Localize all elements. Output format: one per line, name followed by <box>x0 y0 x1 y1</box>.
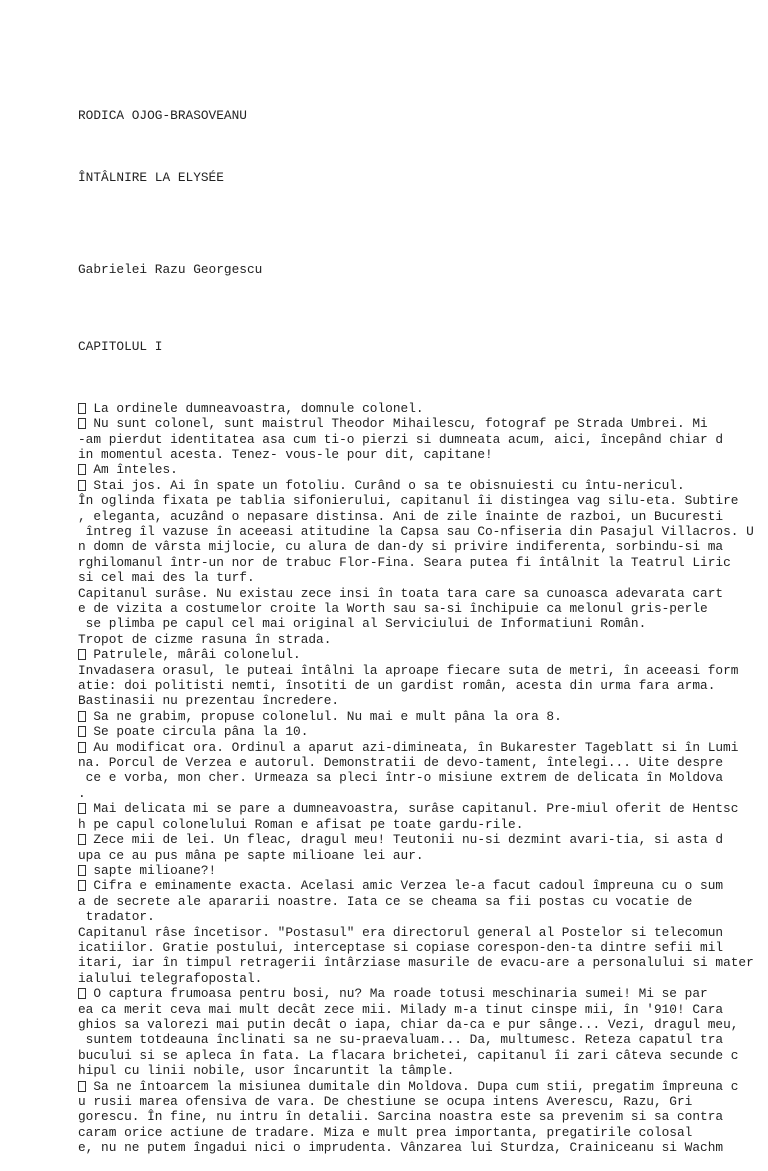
text-line <box>78 478 762 493</box>
missing-glyph-icon <box>78 418 86 429</box>
chapter-heading: CAPITOLUL I <box>78 339 163 355</box>
text-line <box>78 955 762 970</box>
text-line <box>78 1063 762 1078</box>
text-line <box>78 1017 762 1032</box>
text-line <box>78 986 762 1001</box>
line-text: Zece mii de lei. Un fleac, dragul meu! Teutonii nu-si dezmint avari-tia, si asta d <box>85 832 724 848</box>
line-text: hipul cu linii nobile, usor încaruntit la tâmple. <box>78 1063 455 1079</box>
text-line <box>78 693 762 708</box>
line-text: itari, iar în timpul retragerii întârziase masurile de evacu-are a personalului si mater <box>78 955 754 971</box>
line-text: rghilomanul într-un nor de trabuc Flor-Fina. Seara putea fi întâlnit la Teatrul Liric <box>78 554 731 570</box>
line-text: icatiilor. Gratie postului, interceptase si copiase corespon-den-ta dintre sefii mil <box>78 939 724 955</box>
author-name: RODICA OJOG-BRASOVEANU <box>78 107 247 123</box>
line-text: tradator. <box>78 909 155 925</box>
line-text: na. Porcul de Verzea e autorul. Demonstratii de devo-tament, întelegi... Uite despre <box>78 755 724 771</box>
text-line <box>78 755 762 770</box>
missing-glyph-icon <box>78 834 86 845</box>
text-line <box>78 632 762 647</box>
line-text: Am înteles. <box>85 462 178 478</box>
line-text: a de secrete ale apararii noastre. Iata ce se cheama sa fii postas cu vocatie de <box>78 893 693 909</box>
line-text: sapte milioane?! <box>85 862 217 878</box>
line-text: Mai delicata mi se pare a dumneavoastra, surâse capitanul. Pre-miul oferit de Hentsc <box>85 801 739 817</box>
line-text: bucului si se apleca în fata. La flacara brichetei, capitanul îi zari câteva secunde c <box>78 1047 739 1063</box>
text-line <box>78 586 762 601</box>
line-text: . <box>78 785 86 801</box>
missing-glyph-icon <box>78 1081 86 1092</box>
line-text: La ordinele dumneavoastra, domnule colonel. <box>85 400 424 416</box>
line-text: ce e vorba, mon cher. Urmeaza sa pleci într-o misiune extrem de delicata în Moldova <box>78 770 724 786</box>
text-line <box>78 1002 762 1017</box>
line-text: ialului telegrafopostal. <box>78 970 263 986</box>
text-line <box>78 432 762 447</box>
line-text: , eleganta, acuzând o nepasare distinsa. Ani de zile înainte de razboi, un Bucuresti <box>78 508 724 524</box>
text-line <box>78 647 762 662</box>
text-line <box>78 925 762 940</box>
text-line <box>78 509 762 524</box>
missing-glyph-icon <box>78 711 86 722</box>
line-text: Se poate circula pâna la 10. <box>85 724 309 740</box>
line-text: ghios sa valorezi mai putin decât o iapa, chiar da-ca e pur sânge... Vezi, dragul meu, <box>78 1016 739 1032</box>
text-line <box>78 616 762 631</box>
line-text: in momentul acesta. Tenez- vous-le pour dit, capitane! <box>78 446 493 462</box>
missing-glyph-icon <box>78 865 86 876</box>
line-text: Capitanul râse încetisor. "Postasul" era directorul general al Postelor si telecomun <box>78 924 724 940</box>
text-line <box>78 570 762 585</box>
line-text: caram orice actiune de tradare. Miza e mult prea importanta, pregatirile colosal <box>78 1124 693 1140</box>
text-line <box>78 817 762 832</box>
text-line <box>78 848 762 863</box>
text-line <box>78 1032 762 1047</box>
line-text: În oglinda fixata pe tablia sifonierului, capitanul îi distingea vag silu-eta. Subtire <box>78 493 739 509</box>
line-text: si cel mai des la turf. <box>78 570 255 586</box>
missing-glyph-icon <box>78 464 86 475</box>
text-line <box>78 909 762 924</box>
text-line <box>78 770 762 785</box>
missing-glyph-icon <box>78 742 86 753</box>
text-line <box>78 1109 762 1124</box>
text-line <box>78 832 762 847</box>
book-title: ÎNTÂLNIRE LA ELYSÉE <box>78 169 224 185</box>
line-text: se plimba pe capul cel mai original al Serviciului de Informatiuni Român. <box>78 616 647 632</box>
line-text: Tropot de cizme rasuna în strada. <box>78 631 332 647</box>
text-line <box>78 663 762 678</box>
missing-glyph-icon <box>78 403 86 414</box>
text-line <box>78 863 762 878</box>
line-text: atie: doi politisti nemti, însotiti de un gardist român, acesta din urma fara arma. <box>78 678 716 694</box>
line-text: Cifra e eminamente exacta. Acelasi amic Verzea le-a facut cadoul împreuna cu o sum <box>85 878 724 894</box>
line-text: -am pierdut identitatea asa cum ti-o pierzi si dumneata acum, aici, începând chiar d <box>78 431 724 447</box>
line-text: ea ca merit ceva mai mult decât zece mii. Milady m-a tinut cinspe mii, în '910! Cara <box>78 1001 724 1017</box>
text-line <box>78 1079 762 1094</box>
missing-glyph-icon <box>78 803 86 814</box>
text-line <box>78 894 762 909</box>
document-page <box>78 77 762 1171</box>
line-text: e de vizita a costumelor croite la Worth sau sa-si închipuie ca melonul gris-perle <box>78 601 708 617</box>
text-line <box>78 971 762 986</box>
line-text: Sa ne întoarcem la misiunea dumitale din Moldova. Dupa cum stii, pregatim împreuna c <box>85 1078 739 1094</box>
text-line <box>78 709 762 724</box>
line-text: Bastinasii nu prezentau încredere. <box>78 693 340 709</box>
line-text: h pe capul colonelului Roman e afisat pe toate gardu-rile. <box>78 816 524 832</box>
text-line <box>78 539 762 554</box>
text-line <box>78 1094 762 1109</box>
text-line <box>78 740 762 755</box>
line-text: n domn de vârsta mijlocie, cu alura de dan-dy si privire indiferenta, sorbindu-si ma <box>78 539 724 555</box>
line-text: suntem totdeauna înclinati sa ne su-praevaluam... Da, multumesc. Reteza capatul tra <box>78 1032 724 1048</box>
text-line <box>78 555 762 570</box>
line-text: Au modificat ora. Ordinul a aparut azi-dimineata, în Bukarester Tageblatt si în Lumi <box>85 739 739 755</box>
text-line <box>78 724 762 739</box>
missing-glyph-icon <box>78 880 86 891</box>
missing-glyph-icon <box>78 988 86 999</box>
text-line <box>78 401 762 416</box>
line-text: Invadasera orasul, le puteai întâlni la aproape fiecare suta de metri, în aceeasi form <box>78 662 739 678</box>
text-line <box>78 524 762 539</box>
missing-glyph-icon <box>78 480 86 491</box>
text-line <box>78 1125 762 1140</box>
line-text: upa ce au pus mâna pe sapte milioane lei aur. <box>78 847 424 863</box>
text-line <box>78 786 762 801</box>
text-line <box>78 1048 762 1063</box>
text-line <box>78 878 762 893</box>
text-line <box>78 678 762 693</box>
text-line <box>78 940 762 955</box>
text-line <box>78 1140 762 1155</box>
text-line <box>78 447 762 462</box>
line-text: întreg îl vazuse în aceeasi atitudine la Capsa sau Co-nfiseria din Pasajul Villacros. U <box>78 523 754 539</box>
text-line <box>78 601 762 616</box>
line-text: Sa ne grabim, propuse colonelul. Nu mai e mult pâna la ora 8. <box>85 708 562 724</box>
dedication: Gabrielei Razu Georgescu <box>78 262 263 277</box>
missing-glyph-icon <box>78 649 86 660</box>
text-line <box>78 416 762 431</box>
line-text: Nu sunt colonel, sunt maistrul Theodor Mihailescu, fotograf pe Strada Umbrei. Mi <box>85 416 708 432</box>
text-line <box>78 801 762 816</box>
line-text: u rusii marea ofensiva de vara. De chestiune se ocupa intens Averescu, Razu, Gri <box>78 1094 693 1110</box>
chapter-body <box>78 401 762 1156</box>
text-line <box>78 493 762 508</box>
line-text: Patrulele, mârâi colonelul. <box>85 647 301 663</box>
line-text: Capitanul surâse. Nu existau zece insi în toata tara care sa cunoasca adevarata cart <box>78 585 724 601</box>
line-text: O captura frumoasa pentru bosi, nu? Ma roade totusi meschinaria sumei! Mi se par <box>85 986 708 1002</box>
line-text: Stai jos. Ai în spate un fotoliu. Curând o sa te obisnuiesti cu întu-nericul. <box>85 477 685 493</box>
line-text: gorescu. În fine, nu intru în detalii. Sarcina noastra este sa prevenim si sa contra <box>78 1109 724 1125</box>
line-text: e, nu ne putem îngadui nici o imprudenta. Vânzarea lui Sturdza, Crainiceanu si Wachm <box>78 1140 724 1156</box>
missing-glyph-icon <box>78 726 86 737</box>
text-line <box>78 462 762 477</box>
